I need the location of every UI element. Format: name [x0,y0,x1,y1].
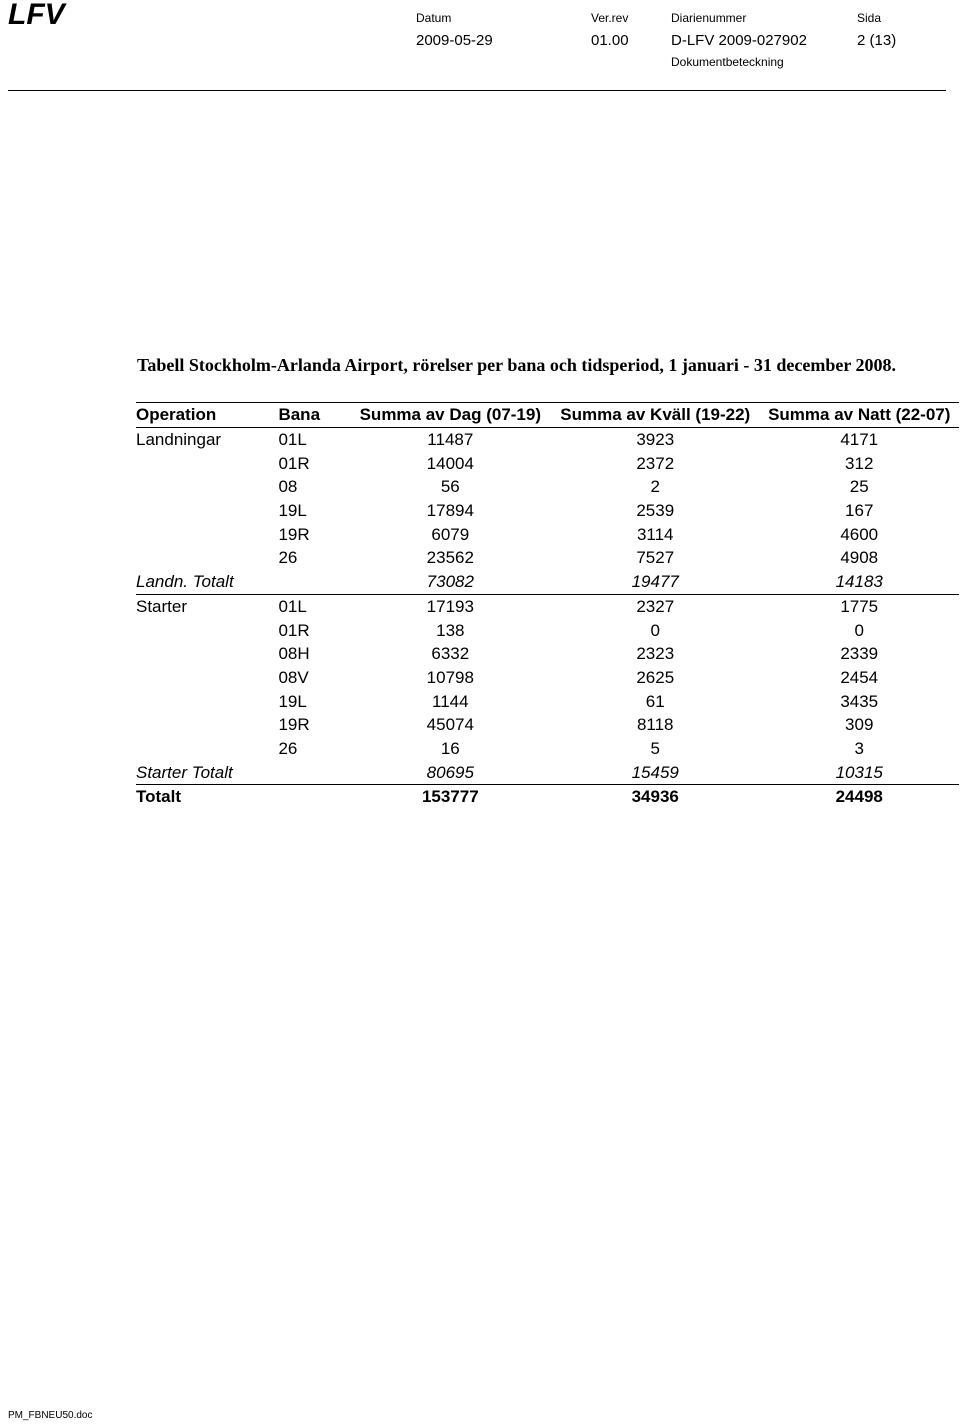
cell-night: 24498 [759,785,959,809]
cell-empty [136,475,274,499]
cell-runway: 08H [278,644,310,664]
cell-empty [136,642,274,666]
col-day: Summa av Dag (07-19) [350,403,551,428]
grand-total-row [136,785,959,809]
table-header-row [136,403,959,428]
cell-runway: 08 [278,477,298,497]
cell-empty [136,451,274,475]
cell-evening: 8118 [636,715,674,735]
table-row [136,666,959,690]
cell-runway: 08V [278,667,309,687]
cell-day: 10798 [426,667,474,687]
cell-day: 1144 [432,691,469,711]
cell-night: 14183 [835,572,883,592]
cell-evening: 2327 [551,594,759,618]
col-evening: Summa av Kväll (19-22) [551,403,759,428]
subtotal-label: Starter Totalt [136,762,233,782]
cell-evening: 34936 [551,785,759,809]
cell-evening: 3923 [551,427,759,451]
cell-night: 25 [849,477,869,497]
cell-evening: 2539 [636,501,675,521]
header-divider [8,90,946,91]
cell-day: 11487 [350,427,551,451]
cell-empty [136,618,274,642]
cell-night: 2339 [840,644,879,664]
table-row [136,737,959,761]
grand-total-label: Totalt [136,785,350,809]
table-row [136,713,959,737]
cell-evening: 15459 [631,762,679,782]
cell-runway: 01L [274,427,349,451]
cell-evening: 2372 [636,453,675,473]
date-label: Datum [416,11,452,25]
document-label: Dokumentbeteckning [671,55,784,69]
cell-day: 56 [440,477,460,497]
cell-night: 312 [845,453,874,473]
cell-evening: 0 [650,620,660,640]
logo: LFV [8,0,65,31]
cell-empty [136,689,274,713]
subtotal-row-departures [136,760,959,784]
cell-runway: 19L [278,691,307,711]
date-value: 2009-05-29 [416,32,493,49]
page-value: 2 (13) [857,32,897,49]
col-runway: Bana [274,403,349,428]
cell-day: 73082 [426,572,474,592]
cell-evening: 2 [650,477,660,497]
table-row [136,427,959,451]
table-row [136,475,959,499]
col-night: Summa av Natt (22-07) [759,403,959,428]
cell-day: 45074 [426,715,474,735]
diary-number-label: Diarienummer [671,11,747,25]
version-label: Ver.rev [591,11,629,25]
cell-day: 14004 [426,453,474,473]
table-row [136,642,959,666]
cell-empty [136,713,274,737]
cell-day: 153777 [350,785,551,809]
col-operation: Operation [136,403,274,428]
cell-night: 4171 [759,427,959,451]
cell-day: 17894 [426,501,474,521]
subtotal-label: Landn. Totalt [136,572,234,592]
cell-runway: 19L [278,501,307,521]
cell-night: 3435 [840,691,879,711]
diary-number-value: D-LFV 2009-027902 [671,32,807,49]
cell-empty [136,522,274,546]
cell-runway: 19R [278,715,310,735]
footer-filename: PM_FBNEU50.doc [8,1410,93,1421]
movements-table [136,402,959,809]
cell-runway: 26 [278,738,298,758]
cell-night: 4908 [840,548,879,568]
table-row [136,594,959,618]
cell-day: 6332 [431,644,470,664]
cell-night: 2454 [840,667,879,687]
cell-day: 6079 [431,524,470,544]
cell-empty [136,666,274,690]
cell-runway: 19R [278,524,310,544]
table-row [136,618,959,642]
table-row [136,689,959,713]
table-title: Tabell Stockholm-Arlanda Airport, rörelser per bana och tidsperiod, 1 januari - 31 december 2008. [137,355,896,375]
cell-evening: 61 [645,691,665,711]
cell-day: 80695 [426,762,474,782]
version-value: 01.00 [591,32,629,49]
cell-night: 3 [854,738,864,758]
subtotal-row-landings [136,570,959,594]
table-row [136,522,959,546]
cell-runway: 01R [278,620,310,640]
table-row [136,499,959,523]
cell-evening: 2323 [636,644,675,664]
cell-evening: 5 [650,738,660,758]
cell-night: 167 [845,501,874,521]
cell-runway: 01R [278,453,310,473]
table-row [136,451,959,475]
cell-night: 10315 [835,762,883,782]
page-label: Sida [857,11,882,25]
group-label: Landningar [136,427,274,451]
cell-night: 309 [845,715,874,735]
cell-empty [136,499,274,523]
cell-day: 138 [436,620,465,640]
cell-day: 16 [440,738,460,758]
table-row [136,546,959,570]
cell-day: 23562 [426,548,474,568]
cell-empty [136,737,274,761]
cell-evening: 3114 [636,524,674,544]
cell-day: 17193 [350,594,551,618]
cell-night: 4600 [840,524,879,544]
cell-empty [136,546,274,570]
cell-night: 1775 [759,594,959,618]
cell-runway: 01L [274,594,349,618]
cell-evening: 19477 [631,572,679,592]
cell-evening: 2625 [636,667,675,687]
cell-evening: 7527 [636,548,675,568]
cell-night: 0 [854,620,864,640]
cell-runway: 26 [278,548,298,568]
group-label: Starter [136,594,274,618]
